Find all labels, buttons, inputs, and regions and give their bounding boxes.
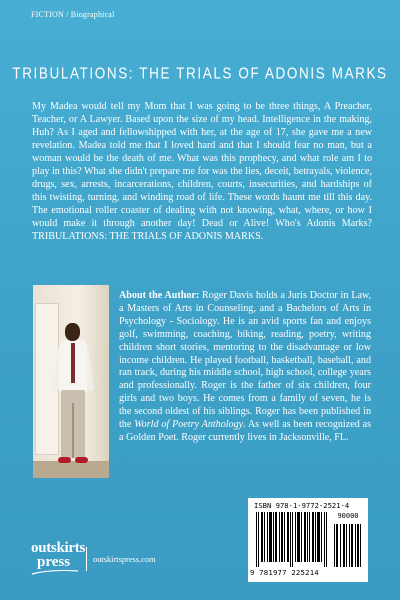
publisher-url: outskirtspress.com — [93, 555, 156, 564]
book-title: TRIBULATIONS: THE TRIALS OF ADONIS MARKS — [12, 64, 388, 83]
isbn-barcode-box — [248, 498, 368, 582]
photo-left-shoe — [58, 457, 71, 463]
about-author-body: Roger Davis holds a Juris Doctor in Law, a Masters of Arts in Counseling, and a Bachelors of Arts in Psychology - Sociology. He is an avid sports fan and enjoys golf, swimming, coaching, biking, reading, poetry, writing children short stories, mentoring to the disadvantage or low income children. He played football, basketball, baseball, and ran track, during his middle school, high school, college years and professionally. Roger is the father of six children, four girls and two boys. He comes from a family of seven, he is the second oldest of his siblings. Roger has been published in the — [119, 290, 372, 431]
author-photo — [33, 285, 109, 478]
logo-line-1: outskirts — [31, 540, 85, 556]
price-addon-code: 90000 — [337, 512, 359, 520]
publisher-divider — [86, 547, 87, 571]
photo-pants-seam — [72, 403, 74, 458]
about-author-text — [119, 290, 371, 445]
logo-line-2: press — [37, 554, 71, 570]
barcode-bars — [256, 512, 328, 567]
photo-floor — [33, 461, 109, 478]
about-author-heading: About the Author: — [119, 290, 200, 301]
anthology-title: World of Poetry Anthology — [134, 419, 244, 431]
genre-label: FICTION / Biographical — [31, 10, 115, 19]
photo-tie — [71, 343, 75, 383]
photo-right-shoe — [75, 457, 88, 463]
about-author-body-end: . As well as been recognized as a Golden Poet. Roger currently lives in Jacksonville, FL. — [119, 419, 371, 443]
photo-head — [65, 323, 80, 341]
ean-number: 9 781977 225214 — [250, 568, 319, 577]
synopsis-text: My Madea would tell my Mom that I was going to be three things, A Preacher, Teacher, or A Lawyer. Based upon the size of my head. Intelligence in the making, Huh? As I aged and fellowshipped with her, at the age of 17, she gave me a new revelation. Madea told me that I loved hard and that I should fear no man, but a woman would be the death of me. What was this prophecy, and what role am I to play in this? What she didn't prepare me for was the lies, deceit, betrayals, violence, drugs, sex, arrests, incarcerations, children, courts, insecurities, and hardships of this twisting, turning, and winding road of life. These words haunt me till this day. The emotional roller coaster of dealing with not knowing, what, where, or how I would make it through another day! Dead or Alive! Who's Adonis Marks? TRIBULATIONS: THE TRIALS OF ADONIS MARKS. — [32, 101, 372, 242]
logo-swoosh-icon — [31, 569, 79, 575]
addon-barcode-bars — [334, 524, 362, 567]
isbn-label: ISBN 978-1-9772-2521-4 — [254, 501, 350, 510]
publisher-logo — [31, 541, 101, 581]
